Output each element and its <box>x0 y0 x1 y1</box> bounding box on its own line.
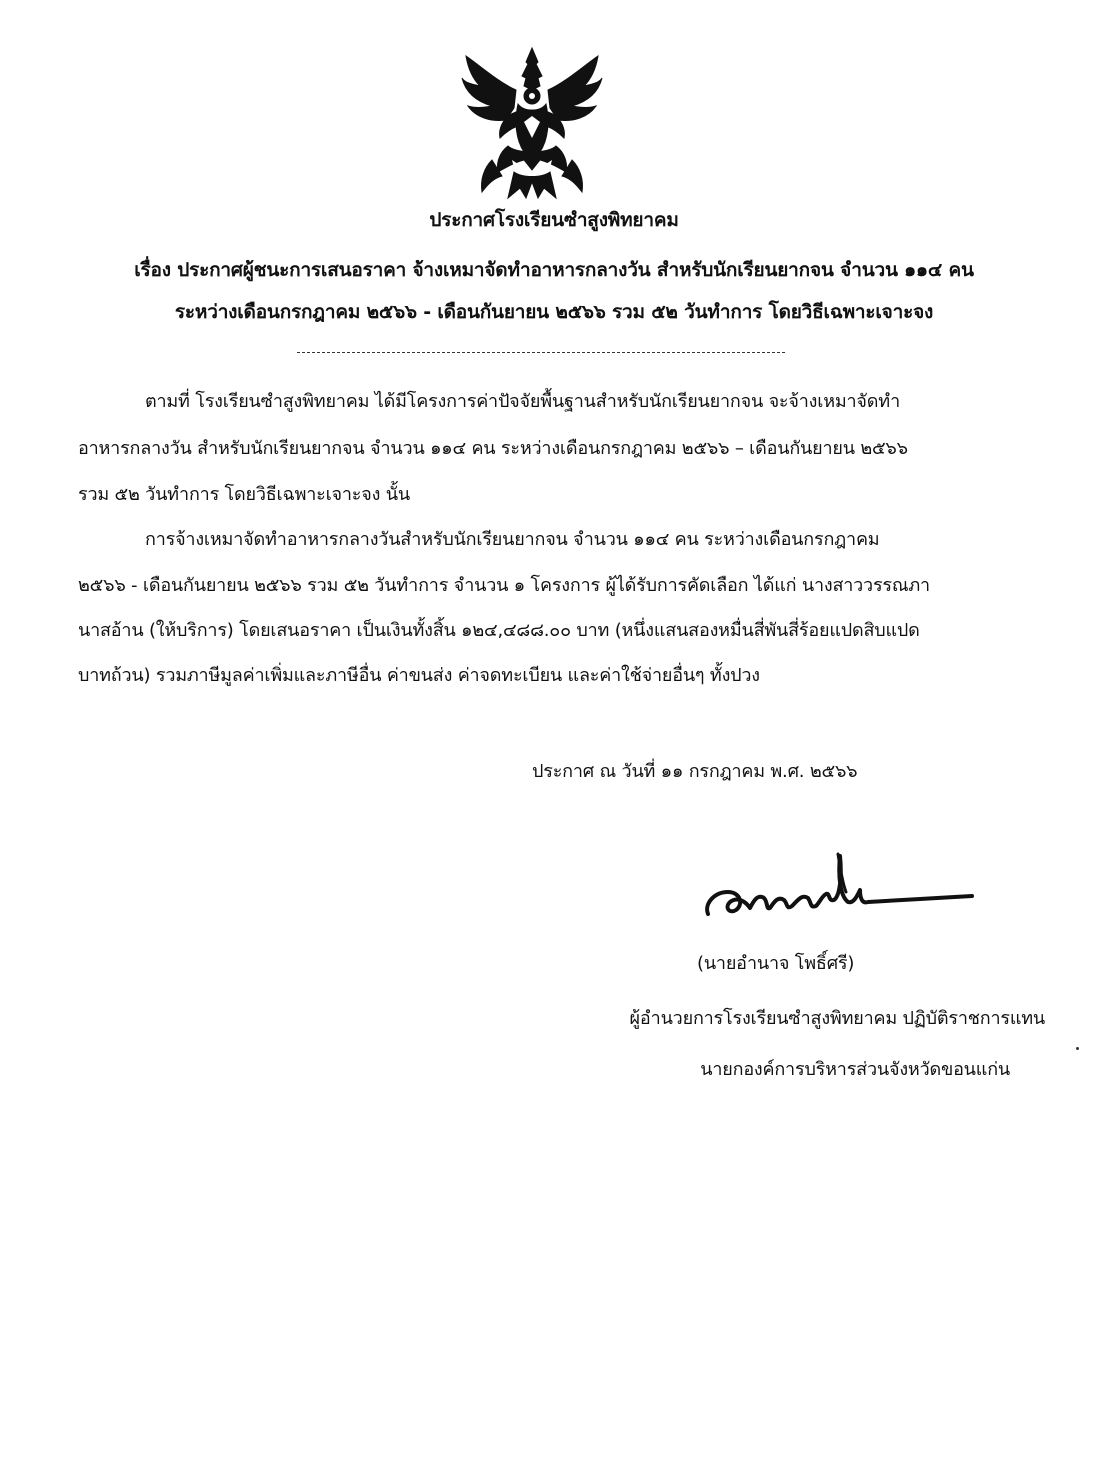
paragraph-2-line-1: การจ้างเหมาจัดทำอาหารกลางวันสำหรับนักเรียนยากจน จำนวน ๑๑๔ คน ระหว่างเดือนกรกฎาคม <box>145 529 880 550</box>
stray-mark <box>1076 1047 1079 1050</box>
subject-line-2: ระหว่างเดือนกรกฎาคม ๒๕๖๖ - เดือนกันยายน ๒๕๖๖ รวม ๕๒ วันทำการ โดยวิธีเฉพาะเจาะจง <box>174 301 934 323</box>
paragraph-1-line-3: รวม ๕๒ วันทำการ โดยวิธีเฉพาะเจาะจง นั้น <box>78 484 410 505</box>
announce-date: ประกาศ ณ วันที่ ๑๑ กรกฎาคม พ.ศ. ๒๕๖๖ <box>532 761 858 782</box>
signer-position-line-1: ผู้อำนวยการโรงเรียนซำสูงพิทยาคม ปฏิบัติราชการแทน <box>629 1008 1045 1029</box>
announcement-title: ประกาศโรงเรียนซำสูงพิทยาคม <box>429 209 679 231</box>
paragraph-1-line-2: อาหารกลางวัน สำหรับนักเรียนยากจน จำนวน ๑๑๔ คน ระหว่างเดือนกรกฎาคม ๒๕๖๖ – เดือนกันยายน ๒๕๖๖ <box>78 438 908 459</box>
paragraph-2-line-3: นาสอ้าน (ให้บริการ) โดยเสนอราคา เป็นเงินทั้งสิ้น ๑๒๔,๔๘๘.๐๐ บาท (หนึ่งแสนสองหมื่นสี่พันสี่ร้อยแปดสิบแปด <box>78 620 920 641</box>
garuda-emblem-icon <box>458 42 606 202</box>
paragraph-1-line-1: ตามที่ โรงเรียนซำสูงพิทยาคม ได้มีโครงการค่าปัจจัยพื้นฐานสำหรับนักเรียนยากจน จะจ้างเหมาจัดทำ <box>145 391 901 412</box>
signer-position-line-2: นายกองค์การบริหารส่วนจังหวัดขอนแก่น <box>700 1059 1010 1080</box>
subject-line-1: เรื่อง ประกาศผู้ชนะการเสนอราคา จ้างเหมาจัดทำอาหารกลางวัน สำหรับนักเรียนยากจน จำนวน ๑๑๔ คน <box>134 259 974 281</box>
signer-name: (นายอำนาจ โพธิ์ศรี) <box>697 953 855 974</box>
paragraph-2-line-2: ๒๕๖๖ - เดือนกันยายน ๒๕๖๖ รวม ๕๒ วันทำการ จำนวน ๑ โครงการ ผู้ได้รับการคัดเลือก ได้แก่ นางสาววรรณภา <box>78 575 930 596</box>
dashed-divider <box>297 352 785 353</box>
paragraph-2-line-4: บาทถ้วน) รวมภาษีมูลค่าเพิ่มและภาษีอื่น ค่าขนส่ง ค่าจดทะเบียน และค่าใช้จ่ายอื่นๆ ทั้งปวง <box>78 665 760 686</box>
handwritten-signature-icon <box>700 846 980 926</box>
